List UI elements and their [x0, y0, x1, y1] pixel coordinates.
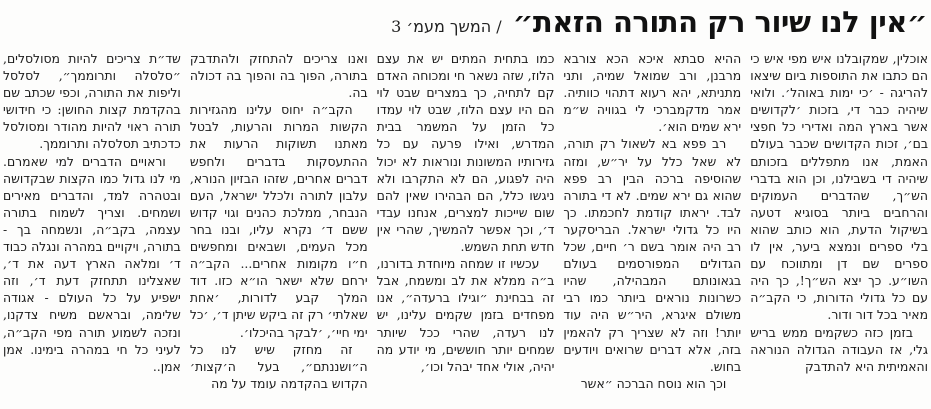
article-title: [0, 1, 927, 47]
paragraph: שד״ת צריכים להיות מסולסלים, ״סלסלה ותרוממך״, לסלסל וליפות את התורה, וכפי שכתב שם בהקדמת קצות החושן: כי חידושי תורה ראוי להיות מהודר ומסולסל כדכתיב תסלסלה ותרוממך.: [3, 51, 181, 152]
article-header: [0, 0, 931, 47]
paragraph: זה מחזק שיש לנו כל ה״ושננתם״, בעל ה׳קצות׳ הקדוש בהקדמה עומד על מה: [189, 341, 368, 391]
paragraph: אוכלין, שמקובלנו איש מפי איש כי הם כתבו את התוספות ביום שיצאו להריגה - ׳כי ימות באוהל׳. ולואי שיהיה כבר די, בזכות ׳לקדושים אשר בארץ המה ואדירי כל חפצי בם׳, זכות הקדושים שכבר בעולם האמת, אנו מתפללים בזכותם שיהיה די בשבילנו, וכן הוא בדברי הש״ך, שהדברים העמוקים והרחבים ביותר בסוגיא דטעה בשיקול הדעת, הוא כותב שהוא בלי ספרים ונמצא ביער, אין לו ספרים שם דן ומתווכח עם השו״ע. כך יצא הש״ך!, כך היה עם כל גדולי הדורות, כי הקב״ה מאיר בכל דור ודור.: [750, 51, 928, 323]
text-column-4: [190, 50, 368, 409]
continuation-note: / המשך מעמ׳ 3: [391, 17, 502, 36]
text-column-5: [3, 50, 181, 409]
paragraph: ההיא סבתא איכא הכא צורבא מרבנן, ורב שמואל שמיה, ותני מתניתא, יהא רעוא דתהוי כוותיה. אמר מדקמברכי לי בגוויה ש״מ ירא שמים הוא׳.: [563, 51, 742, 135]
paragraph: וראויים הדברים למי שאמרם. מי לנו גדול כמו הקצות שבקדושה ובטהרה למד, והדברים מאירים ושמחים. וצריך לשמוח בתורה עצמה, בקב״ה, ונשמחה בך - בתורה, ויקויים במהרה ונגלה כבוד ד׳ ומלאה הארץ דעה את ד׳, שאצלינו תתחזק דעת ד׳, וזה ישפיע על כל העולם - אגודה שלימה, ובראשם משיח צדקנו, ונזכה לשמוע תורה מפי הקב״ה, לעיני כל חי במהרה בימינו. אמן אמן..: [3, 153, 181, 374]
paragraph: ואנו צריכים להתחזק ולהתדבק בתורה, הפוך בה והפוך בה דכולה בה.: [189, 51, 368, 101]
paragraph: עכשיו זו שמחה מיוחדת בדורנו, ב״ה ממלא את לב ומשמח, אבל זה בבחינת ״וגילו ברעדה״, אנו מפחדים בזמן שקמים עלינו, יש לנו רעדה, שהרי ככל שיותר שמחים יותר חוששים, מי יודע מה יהיה, אולי אחד יבהל וכו׳,: [376, 256, 555, 374]
headline-text: ״אין לנו שיור רק התורה הזאת״: [512, 5, 927, 39]
paragraph: הקב״ה יחוס עלינו מהגזירות הקשות המרות והרעות, לבטל מאתנו תשוקות הרעות את ההתעסקות בדברים ולחפש דברים אחרים, שזהו הבזיון הנורא, עלבון לתורה ולכלל ישראל, העם הנבחר, ממלכת כהנים וגוי קדוש ששם ד׳ נקרא עליו, ובנו בחר מכל העמים, ושבאים ומחפשים ח״ו מקומות אחרים... הקב״ה ירחם שלא ישאר הו״א כזו. דוד המלך קבע לדורות, ׳אחת שאלתי׳ רק זה ביקש שיתן ד׳, ׳כל ימי חיי׳, ׳לבקר בהיכלו׳.: [189, 102, 368, 340]
paragraph: בזמן כזה כשקמים ממש בריש גלי, אז העבודה הגדולה הנוראה והאמיתית היא להתדבק: [750, 324, 928, 374]
text-column-3: [377, 50, 555, 409]
paragraph: וכך הוא נוסח הברכה ״אשר: [580, 375, 727, 391]
article-body: [0, 47, 931, 409]
text-column-2: [563, 50, 741, 409]
paragraph: כמו בתחית המתים יש את עצם הלוז, שזה נשאר חי ומכוחה האדם קם לתחיה, כך במצרים שבט לוי הם היו עצם הלוז, שבט לוי עמדו כל הזמן על המשמר בבית המדרש, ואילו פרעה עם כל גזירותיו המשונות ונוראות לא יכול היה לפגוע, הם לא התקרבו ולא ניגשו כלל, הם הבהירו שאין להם שום שייכות למצרים, אנחנו עבדי ד׳, וכך אפשר להמשיך, שהרי אין חדש תחת השמש.: [376, 51, 555, 255]
text-column-1: [750, 50, 928, 409]
paragraph: רב פפא בא לשאול רק תורה, לא שאל כלל על יר״ש, ומזה שהוסיפה ברכה הבין רב פפא שהוא גם ירא שמים. לא די בתורה לבד. יראתו קודמת לחכמתו. כך היו כל גדולי ישראל. הבריסקער רב היה אומר בשם ר׳ חיים, שכל הגדולים המפורסמים בעולם בגאונותם המבהילה, שהיו כשרונות נוראים ביותר כמו רבי משולם איגרא, היר״ש היה עוד יותר! וזה לא שצריך רק להאמין בזה, אלא דברים שרואים ויודעים בחוש.: [563, 136, 742, 374]
